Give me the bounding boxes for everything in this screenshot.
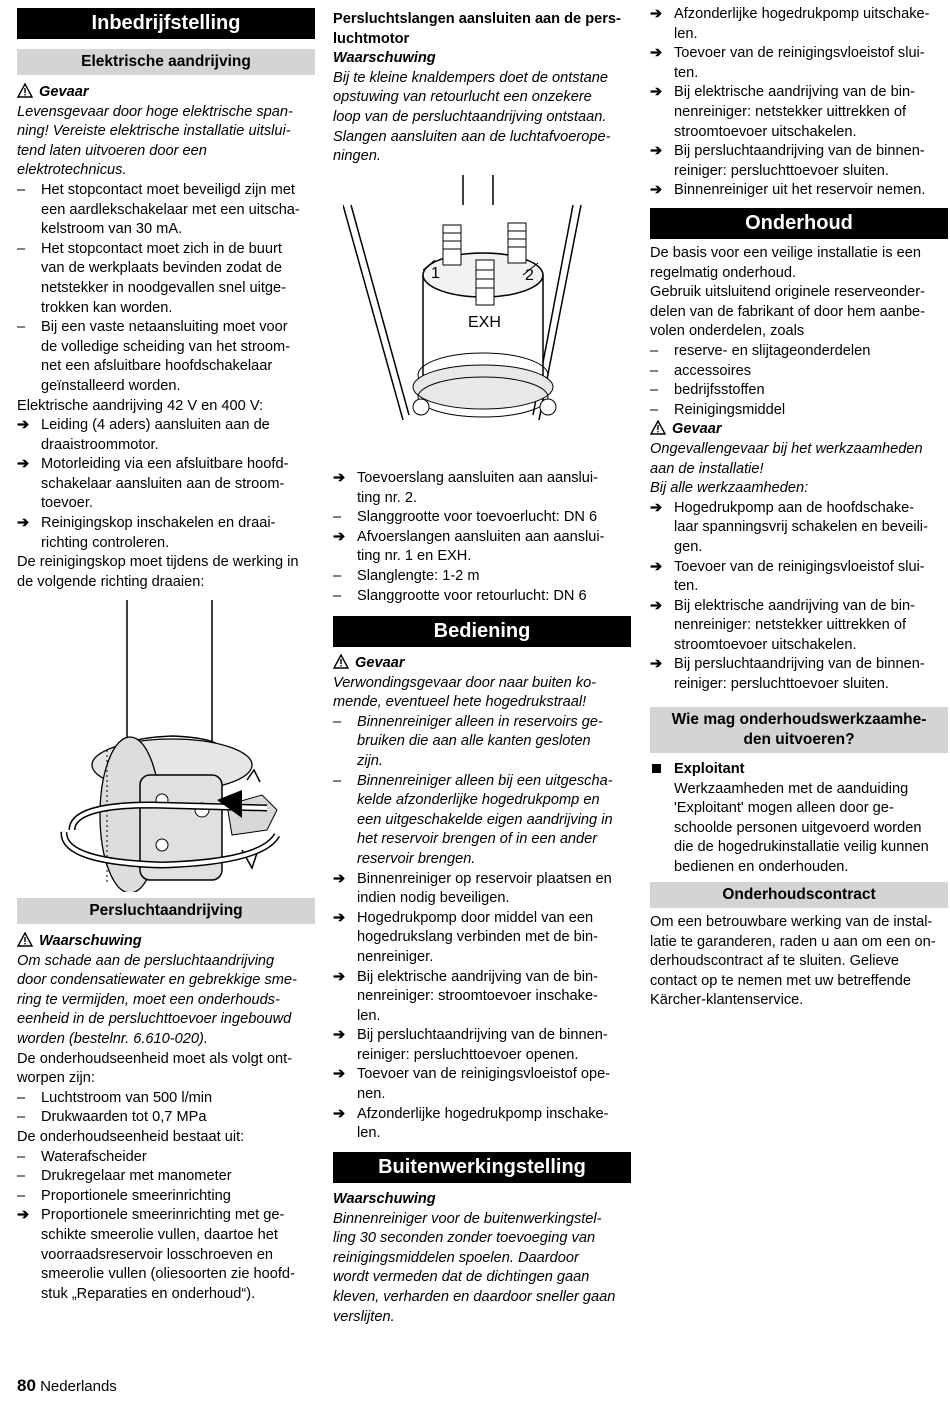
- text-line: Bij elektrische aandrijving van de bin-: [674, 84, 915, 101]
- dash-item: – Slanggrootte voor toevoerlucht: DN 6: [333, 508, 631, 528]
- arrow-right-icon: ➔: [333, 470, 346, 486]
- arrow-right-icon: ➔: [650, 656, 663, 673]
- arrow-item: [650, 181, 948, 201]
- text-line: Binnenreiniger alleen bij een uitgescha-: [357, 772, 613, 789]
- text-line: smeerolie vullen (oliesoorten zie hoofd-: [41, 1266, 295, 1283]
- text-line: schikte smeerolie vullen, daartoe het: [41, 1226, 278, 1243]
- dash-item: – Binnenreiniger alleen in reservoirs ge- bruiken die aan alle kanten gesloten zijn.: [333, 713, 631, 772]
- heading-onderhoud: Onderhoud: [650, 208, 948, 239]
- text-line: latie te garanderen, raden u aan om een on-: [650, 933, 936, 950]
- text-line: laar spanningsvrij schakelen en beveili-: [674, 519, 928, 536]
- text-line: De onderhoudseenheid moet als volgt ont-: [17, 1050, 293, 1067]
- text-line: netstekker in noodgevallen snel uitge-: [41, 279, 287, 296]
- text-line: stroomtoevoer uitschakelen.: [674, 636, 857, 653]
- arrow-item: [650, 83, 948, 142]
- text-line: Het stopcontact moet beveiligd zijn met: [41, 181, 295, 198]
- text-line: toevoer.: [41, 495, 93, 512]
- heading-wie-mag: [650, 707, 948, 753]
- text-line: Toevoer van de reinigingsvloeistof ope-: [357, 1066, 611, 1083]
- text-line: ting nr. 2.: [357, 489, 418, 506]
- text-line: Binnenreiniger voor de buitenwerkingstel-: [333, 1210, 602, 1227]
- text-line: richting controleren.: [41, 534, 170, 551]
- text-line: door condensatiewater en gebrekkige sme-: [17, 972, 297, 989]
- dash-item: – Waterafscheider: [17, 1148, 315, 1168]
- text-line: worpen zijn:: [17, 1070, 95, 1087]
- text-line: stuk „Reparaties en onderhoud“).: [41, 1285, 256, 1302]
- text-line: Hogedrukpomp door middel van een: [357, 909, 594, 926]
- text-line: trokken kan worden.: [41, 299, 173, 316]
- text-line: 'Exploitant' mogen alleen door ge-: [674, 800, 894, 817]
- arrow-item: [333, 528, 631, 567]
- text-line: wordt vermeden dat de dichtingen gaan: [333, 1269, 590, 1286]
- text-line: Bij te kleine knaldempers doet de ontstane: [333, 69, 609, 86]
- text-line: Kärcher-klantenservice.: [650, 992, 804, 1009]
- arrow-right-icon: ➔: [333, 1027, 346, 1044]
- text-line: Slangen aansluiten aan de luchtafvoerope-: [333, 128, 611, 145]
- text-line: Binnenreiniger uit het reservoir nemen.: [674, 182, 926, 199]
- warning-triangle-icon: [650, 420, 666, 435]
- arrow-right-icon: ➔: [650, 182, 663, 199]
- text-line: kelde afzonderlijke hogedrukpomp en: [357, 792, 600, 809]
- text-line: opstuwing van retourlucht een onzekere: [333, 89, 592, 106]
- text-line: De basis voor een veilige installatie is een: [650, 245, 921, 261]
- page-footer: [17, 1376, 117, 1396]
- text-line: De onderhoudseenheid bestaat uit:: [17, 1128, 245, 1145]
- warning-triangle-icon: [17, 83, 33, 98]
- subheading-line: Persluchtslangen aansluiten aan de pers-: [333, 11, 621, 27]
- text-line: schoolde personen uitgevoerd worden: [674, 819, 922, 836]
- warning-triangle-icon: [333, 654, 349, 669]
- text-line: volen onderdelen, zoals: [650, 323, 805, 340]
- text-line: het reservoir brengen of in een ander: [357, 831, 598, 848]
- text-line: len.: [674, 25, 698, 42]
- text-line: Om een betrouwbare werking van de instal-: [650, 914, 933, 930]
- text-line: eenheid in de persluchttoevoer ingebouwd: [17, 1011, 292, 1028]
- text-line: nen.: [357, 1086, 386, 1103]
- label-exh: EXH: [468, 314, 501, 331]
- arrow-right-icon: ➔: [650, 6, 663, 22]
- text-line: reiniger: persluchttoevoer openen.: [357, 1046, 579, 1063]
- text-line: reinigingsmiddelen spoelen. Daardoor: [333, 1249, 579, 1266]
- text-line: ningen.: [333, 148, 381, 165]
- arrow-right-icon: ➔: [650, 558, 663, 575]
- text-line: kelstroom van 30 mA.: [41, 221, 183, 238]
- gevaar-text: [17, 103, 315, 181]
- arrow-right-icon: ➔: [17, 456, 30, 473]
- text-line: Toevoer van de reinigingsvloeistof slui-: [674, 558, 925, 575]
- text-line: verslijten.: [333, 1308, 395, 1325]
- dash-item: – Het stopcontact moet beveiligd zijn met een aardlekschakelaar met een uitscha- kelstroom van 30 mA.: [17, 181, 315, 240]
- arrow-item: [333, 1065, 631, 1104]
- text-line: hogedrukslang verbinden met de bin-: [357, 929, 598, 946]
- text-line: bedienen en onderhouden.: [674, 858, 849, 875]
- text-line: Elektrische aandrijving 42 V en 400 V:: [17, 397, 264, 414]
- contract-block: [650, 913, 948, 1011]
- warning-triangle-icon: [17, 932, 33, 947]
- waarschuwing-label: Waarschuwing: [333, 1191, 436, 1207]
- text-line: Binnenreiniger op reservoir plaatsen en: [357, 870, 612, 887]
- arrow-item: [333, 870, 631, 909]
- arrow-right-icon: ➔: [17, 417, 30, 434]
- text-line: nenreiniger.: [357, 948, 434, 965]
- arrow-item: [333, 469, 631, 508]
- dash-item: – reserve- en slijtageonderdelen: [650, 342, 948, 362]
- arrow-item: [650, 142, 948, 181]
- text-line: Verwondingsgevaar door naar buiten ko-: [333, 674, 597, 691]
- arrow-item: [650, 44, 948, 83]
- text-line: Bij een vaste netaansluiting moet voor: [41, 319, 288, 336]
- text-line: reservoir brengen.: [357, 850, 476, 867]
- text-line: zijn.: [357, 752, 383, 769]
- bediening-block: [333, 654, 631, 1144]
- text-line: Afzonderlijke hogedrukpomp inschake-: [357, 1105, 609, 1122]
- arrow-item: [650, 597, 948, 656]
- slangen-block: [333, 10, 631, 167]
- text-line: Slanggrootte voor retourlucht: DN 6: [357, 587, 587, 604]
- text-line: reiniger: persluchttoevoer sluiten.: [674, 676, 889, 693]
- arrow-right-icon: ➔: [333, 528, 346, 545]
- gevaar-label: Gevaar: [672, 421, 722, 438]
- arrow-item: [17, 455, 315, 514]
- text-line: accessoires: [674, 362, 752, 379]
- label-1: 1: [431, 265, 440, 282]
- heading-line: den uitvoeren?: [743, 731, 855, 748]
- air-motor-connections-figure: [343, 175, 583, 465]
- text-line: Hogedrukpomp aan de hoofdschake-: [674, 499, 915, 516]
- text-line: Proportionele smeerinrichting: [41, 1187, 231, 1204]
- text-line: bedrijfsstoffen: [674, 382, 765, 399]
- text-line: delen van de fabrikant of door hem aanbe-: [650, 303, 926, 320]
- dash-item: – Reinigingsmiddel: [650, 401, 948, 421]
- waarschuwing-block-1: [17, 932, 315, 1304]
- arrow-item: [650, 655, 948, 694]
- dash-item: – Slanggrootte voor retourlucht: DN 6: [333, 587, 631, 607]
- dash-item: – Bij een vaste netaansluiting moet voor de volledige scheiding van het stroom- net een afsluitbare hoofdschakelaar geïnstalleerd worden.: [17, 318, 315, 396]
- aansluiten-list: [333, 469, 631, 606]
- text-line: ring te vermijden, moet een onderhouds-: [17, 991, 280, 1008]
- text-line: schakelaar aansluiten aan de stroom-: [41, 475, 285, 492]
- text-line: Bij persluchtaandrijving van de binnen-: [674, 656, 925, 673]
- text-line: Drukregelaar met manometer: [41, 1168, 232, 1185]
- text-line: Bij persluchtaandrijving van de binnen-: [674, 143, 925, 160]
- text-line: len.: [357, 1125, 381, 1142]
- text-line: een aardlekschakelaar met een uitscha-: [41, 201, 300, 218]
- text-line: Bij elektrische aandrijving van de bin-: [674, 597, 915, 614]
- text-line: de volgende richting draaien:: [17, 573, 205, 590]
- waarschuwing-label: Waarschuwing: [39, 933, 142, 949]
- text-line: ten.: [674, 578, 699, 595]
- arrow-item: [650, 499, 948, 558]
- text-line: Toevoerslang aansluiten aan aanslui-: [357, 470, 598, 486]
- text-line: Toevoer van de reinigingsvloeistof slui-: [674, 45, 925, 62]
- dash-item: – bedrijfsstoffen: [650, 381, 948, 401]
- text-line: Slanggrootte voor toevoerlucht: DN 6: [357, 509, 598, 526]
- text-line: Motorleiding via een afsluitbare hoofd-: [41, 456, 289, 473]
- heading-inbedrijfstelling: Inbedrijfstelling: [17, 8, 315, 39]
- text-line: Afvoerslangen aansluiten aan aanslui-: [357, 528, 605, 545]
- arrow-item: [17, 514, 315, 553]
- text-line: Het stopcontact moet zich in de buurt: [41, 240, 282, 257]
- dash-item: – Drukwaarden tot 0,7 MPa: [17, 1108, 315, 1128]
- arrow-right-icon: ➔: [17, 515, 30, 532]
- arrow-item: [17, 416, 315, 455]
- text-line: Proportionele smeerinrichting met ge-: [41, 1207, 285, 1224]
- text-line: een uitgeschakelde eigen aandrijving in: [357, 811, 613, 828]
- heading-elektrische-aandrijving: Elektrische aandrijving: [17, 49, 315, 75]
- text-line: Bij alle werkzaamheden:: [650, 480, 809, 497]
- buiten-steps: [650, 5, 948, 201]
- gevaar-block-1: [17, 83, 315, 592]
- arrow-right-icon: ➔: [650, 597, 663, 614]
- text-line: ning! Vereiste elektrische installatie uitslui-: [17, 123, 291, 140]
- text-line: Ongevallengevaar bij het werkzaamheden: [650, 440, 923, 457]
- onderhoud-block: [650, 244, 948, 695]
- dash-item: – Binnenreiniger alleen bij een uitgescha- kelde afzonderlijke hogedrukpomp en een uitgeschakelde eigen aandrijving in het reservoir brengen of in een ander reservoir brengen.: [333, 772, 631, 870]
- text-line: Bij elektrische aandrijving van de bin-: [357, 968, 598, 985]
- text-line: Luchtstroom van 500 l/min: [41, 1089, 213, 1106]
- subheading-line: luchtmotor: [333, 30, 410, 47]
- text-line: tend laten uitvoeren door een: [17, 142, 207, 159]
- text-line: stroomtoevoer uitschakelen.: [674, 123, 857, 140]
- text-line: Drukwaarden tot 0,7 MPa: [41, 1109, 207, 1126]
- text-line: regelmatig onderhoud.: [650, 264, 797, 281]
- text-line: Gebruik uitsluitend originele reserveonder-: [650, 284, 925, 301]
- text-line: ling 30 seconden zonder toevoeging van: [333, 1230, 596, 1247]
- heading-onderhoudscontract: Onderhoudscontract: [650, 882, 948, 908]
- text-line: Exploitant: [674, 761, 745, 777]
- text-line: draaistroommotor.: [41, 436, 159, 453]
- text-line: mende, eventueel hete hogedrukstraal!: [333, 694, 587, 711]
- arrow-item: [333, 909, 631, 968]
- arrow-item: [650, 558, 948, 597]
- text-line: Om schade aan de persluchtaandrijving: [17, 952, 275, 969]
- heading-buitenwerkingstelling: Buitenwerkingstelling: [333, 1152, 631, 1183]
- dash-item: – Het stopcontact moet zich in de buurt van de werkplaats bevinden zodat de netstekker in noodgevallen snel uitge- trokken kan worden.: [17, 240, 315, 318]
- text-line: Waterafscheider: [41, 1148, 147, 1165]
- square-item: [650, 760, 948, 780]
- text-line: De reinigingskop moet tijdens de werking in: [17, 554, 299, 571]
- waarschuwing-label: Waarschuwing: [333, 50, 436, 67]
- text-line: Afzonderlijke hogedrukpomp uitschake-: [674, 6, 930, 22]
- arrow-right-icon: ➔: [333, 1066, 346, 1083]
- text-line: contact op te nemen met uw betreffende: [650, 972, 911, 989]
- text-line: geïnstalleerd worden.: [41, 377, 181, 394]
- text-line: die de hogedrukinstallatie veilig kunnen: [674, 839, 929, 856]
- page-number: 80: [17, 1376, 36, 1395]
- dash-item: – Proportionele smeerinrichting: [17, 1187, 315, 1207]
- arrow-right-icon: ➔: [333, 1105, 346, 1122]
- text-line: reserve- en slijtageonderdelen: [674, 342, 871, 359]
- text-line: aan de installatie!: [650, 460, 764, 477]
- text-line: Reinigingsmiddel: [674, 401, 786, 418]
- arrow-item: [333, 968, 631, 1027]
- text-line: Werkzaamheden met de aanduiding: [674, 780, 909, 797]
- arrow-right-icon: ➔: [650, 499, 663, 516]
- text-line: bruiken die aan alle kanten gesloten: [357, 733, 591, 750]
- dash-item: – Drukregelaar met manometer: [17, 1167, 315, 1187]
- square-bullet-icon: [650, 760, 672, 780]
- text-line: ting nr. 1 en EXH.: [357, 548, 472, 565]
- arrow-right-icon: ➔: [333, 909, 346, 926]
- dash-item: – Slanglengte: 1-2 m: [333, 567, 631, 587]
- gevaar-label: Gevaar: [355, 655, 405, 671]
- text-line: Binnenreiniger alleen in reservoirs ge-: [357, 713, 603, 730]
- arrow-right-icon: ➔: [650, 143, 663, 160]
- footer-language: Nederlands: [40, 1378, 117, 1395]
- text-line: Levensgevaar door hoge elektrische span-: [17, 103, 293, 120]
- text-line: net een afsluitbare hoofdschakelaar: [41, 358, 273, 375]
- text-line: Bij persluchtaandrijving van de binnen-: [357, 1027, 608, 1044]
- text-line: voorraadsreservoir losschroeven en: [41, 1246, 273, 1263]
- text-line: nenreiniger: netstekker uittrekken of: [674, 617, 907, 634]
- text-line: gen.: [674, 538, 703, 555]
- arrow-right-icon: ➔: [650, 45, 663, 62]
- text-line: nenreiniger: stroomtoevoer inschake-: [357, 988, 598, 1005]
- text-line: de volledige scheiding van het stroom-: [41, 338, 291, 355]
- arrow-right-icon: ➔: [333, 968, 346, 985]
- dash-item: – Luchtstroom van 500 l/min: [17, 1089, 315, 1109]
- heading-bediening: Bediening: [333, 616, 631, 647]
- text-line: reiniger: persluchttoevoer sluiten.: [674, 162, 889, 179]
- arrow-item: [17, 1206, 315, 1304]
- buiten-block: [333, 1190, 631, 1327]
- text-line: ten.: [674, 64, 699, 81]
- text-line: loop van de persluchtaandrijving ontstaan.: [333, 108, 607, 125]
- exploitant-block: [650, 760, 948, 878]
- arrow-item: [333, 1105, 631, 1144]
- text-line: kleven, verharden en daardoor sneller gaan: [333, 1288, 616, 1305]
- text-line: derhoudscontract af te sluiten. Gelieve: [650, 953, 900, 970]
- text-line: len.: [357, 1007, 381, 1024]
- arrow-item: [650, 5, 948, 44]
- dash-item: – accessoires: [650, 362, 948, 382]
- text-line: Reinigingskop inschakelen en draai-: [41, 515, 276, 532]
- heading-persluchtaandrijving: Persluchtaandrijving: [17, 898, 315, 924]
- arrow-right-icon: ➔: [333, 870, 346, 887]
- text-line: indien nodig beveiligen.: [357, 890, 510, 907]
- arrow-right-icon: ➔: [650, 84, 663, 101]
- arrow-item: [333, 1026, 631, 1065]
- gevaar-label: Gevaar: [39, 84, 89, 100]
- label-2: 2: [525, 267, 534, 284]
- text-line: worden (bestelnr. 6.610-020).: [17, 1030, 208, 1047]
- text-line: elektrotechnicus.: [17, 162, 127, 179]
- arrow-right-icon: ➔: [17, 1207, 30, 1224]
- text-line: Slanglengte: 1-2 m: [357, 567, 480, 584]
- cleaning-head-rotation-figure: [32, 600, 302, 892]
- text-line: van de werkplaats bevinden zodat de: [41, 260, 282, 277]
- text-line: Leiding (4 aders) aansluiten aan de: [41, 417, 270, 434]
- heading-line: Wie mag onderhoudswerkzaamhe-: [671, 711, 927, 728]
- text-line: nenreiniger: netstekker uittrekken of: [674, 103, 907, 120]
